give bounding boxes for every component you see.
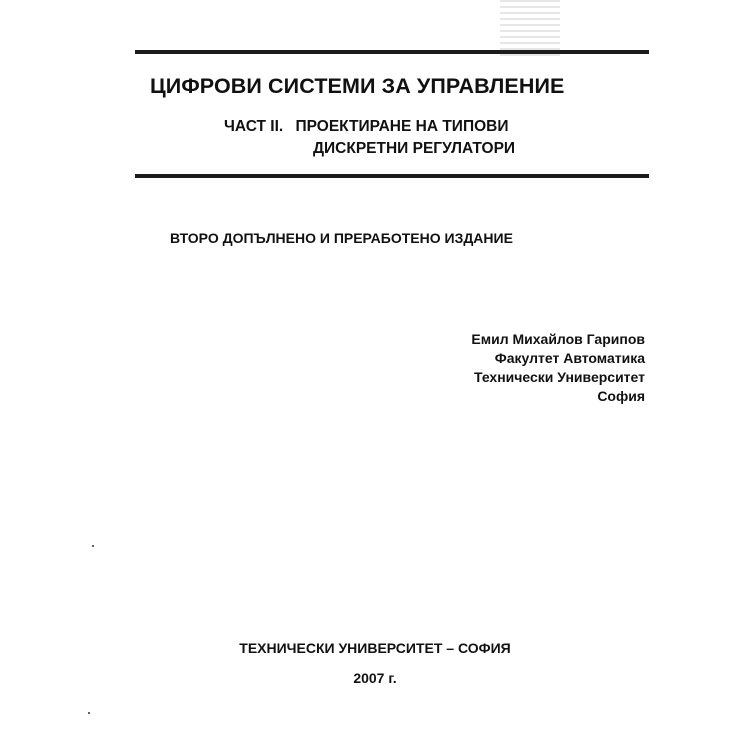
part-title-text-1: ПРОЕКТИРАНЕ НА ТИПОВИ xyxy=(295,118,509,135)
part-label: ЧАСТ II. xyxy=(224,118,284,135)
edition-statement: ВТОРО ДОПЪЛНЕНО И ПРЕРАБОТЕНО ИЗДАНИЕ xyxy=(170,230,513,246)
part-title-line-1 xyxy=(224,118,508,136)
scan-speck xyxy=(88,712,90,714)
book-title: ЦИФРОВИ СИСТЕМИ ЗА УПРАВЛЕНИЕ xyxy=(150,74,565,98)
part-title-line-2: ДИСКРЕТНИ РЕГУЛАТОРИ xyxy=(313,140,516,157)
scan-speck xyxy=(92,545,94,547)
publication-year: 2007 г. xyxy=(353,670,397,686)
author-city: София xyxy=(597,388,645,404)
author-name: Емил Михайлов Гарипов xyxy=(471,331,645,347)
publisher: ТЕХНИЧЕСКИ УНИВЕРСИТЕТ – СОФИЯ xyxy=(239,640,511,656)
author-university: Технически Университет xyxy=(473,369,645,385)
author-block xyxy=(471,330,645,406)
middle-rule xyxy=(135,174,649,178)
author-faculty: Факултет Автоматика xyxy=(494,350,645,366)
top-rule xyxy=(135,50,649,54)
